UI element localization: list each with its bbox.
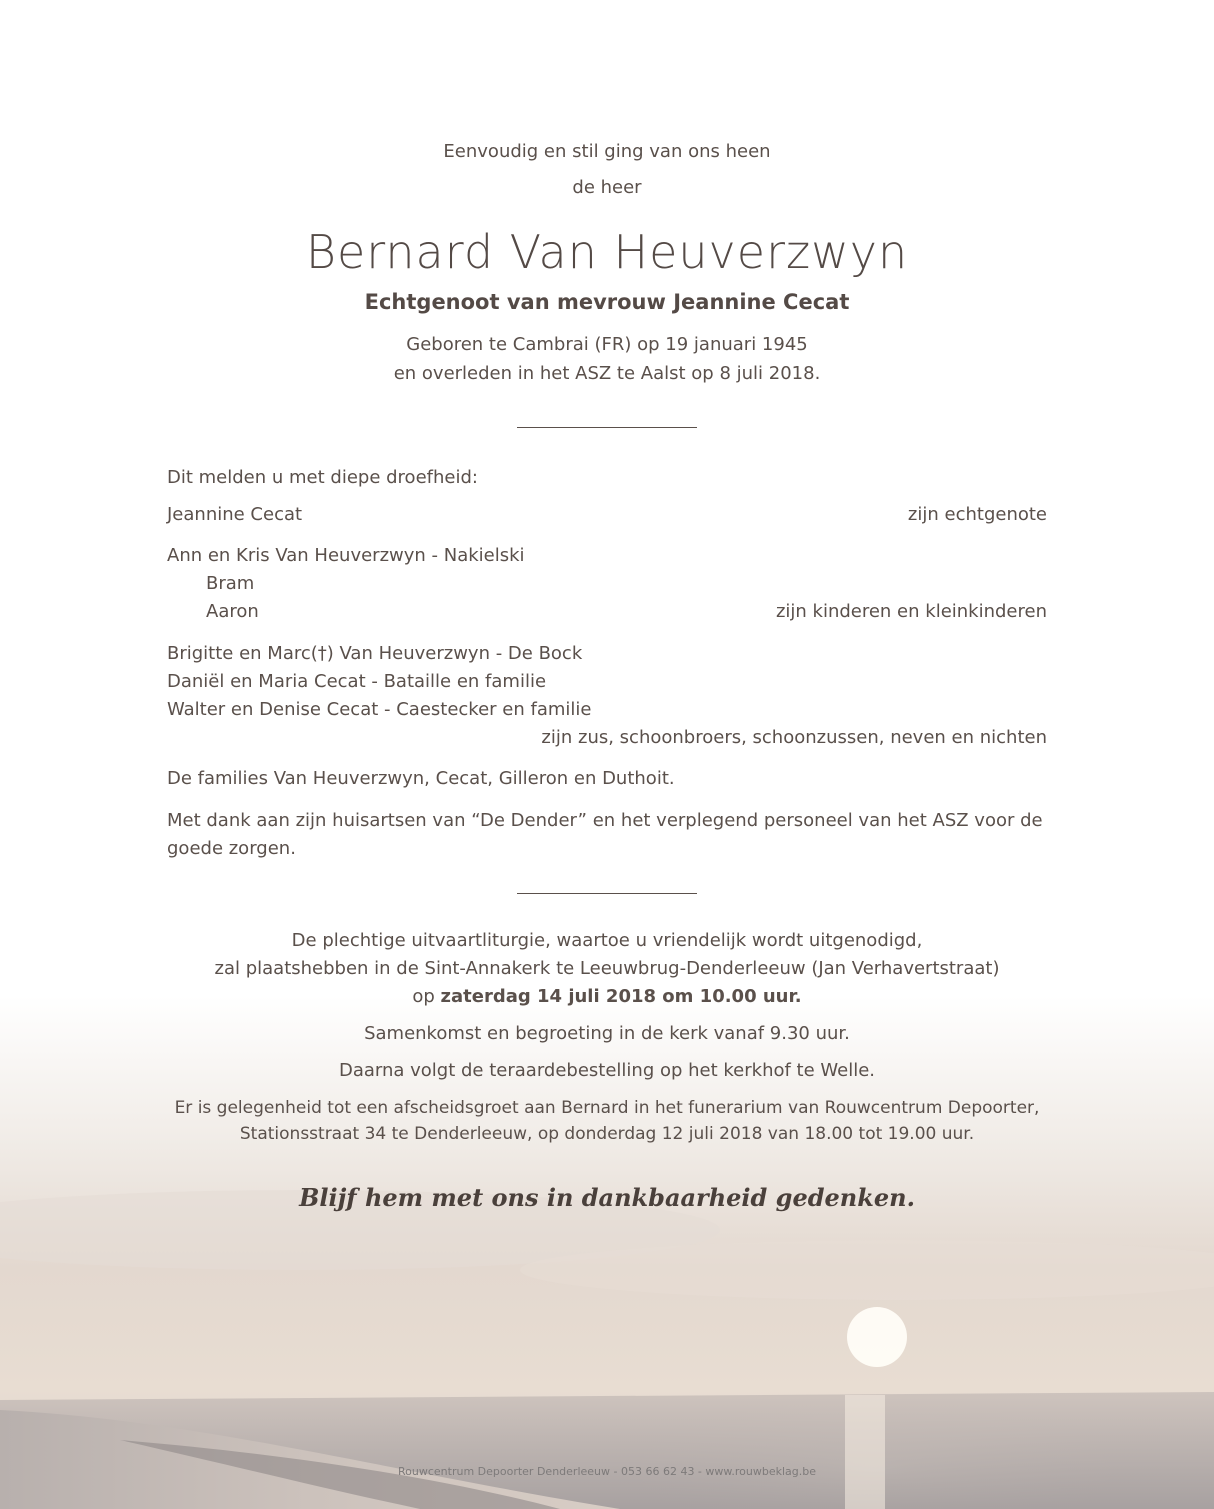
farewell-line-1: Er is gelegenheid tot een afscheidsgroet aan Bernard in het funerarium van Rouwcentrum Depoorter, xyxy=(174,1098,1040,1118)
funeral-date-prefix: op xyxy=(412,986,435,1007)
closing-line: Blijf hem met ons in dankbaarheid gedenken. xyxy=(299,1183,915,1212)
death-line: en overleden in het ASZ te Aalst op 8 juli 2018. xyxy=(393,363,821,384)
funeral-date: zaterdag 14 juli 2018 om 10.00 uur. xyxy=(440,986,802,1007)
deceased-name: Bernard Van Heuverzwyn xyxy=(305,225,909,279)
divider-top xyxy=(517,427,697,428)
siblings-role: zijn zus, schoonbroers, schoonzussen, neven en nichten xyxy=(541,727,1047,748)
spouse-line: Echtgenoot van mevrouw Jeannine Cecat xyxy=(364,290,850,314)
funeral-line-3 xyxy=(0,985,1214,1009)
spouse-role: zijn echtgenote xyxy=(907,504,1047,525)
grandchild-2: Aaron xyxy=(206,601,259,622)
title-prefix: de heer xyxy=(572,177,642,198)
thanks-line-2: goede zorgen. xyxy=(167,838,296,859)
announcement: Dit melden u met diepe droefheid: xyxy=(167,467,478,488)
child-1: Ann en Kris Van Heuverzwyn - Nakielski xyxy=(167,545,525,566)
footer-text: Rouwcentrum Depoorter Denderleeuw - 053 66 62 43 - www.rouwbeklag.be xyxy=(398,1465,816,1478)
gathering-line: Samenkomst en begroeting in de kerk vanaf 9.30 uur. xyxy=(364,1023,850,1044)
grandchild-1: Bram xyxy=(206,573,255,594)
divider-bottom xyxy=(517,893,697,894)
sibling-2: Daniël en Maria Cecat - Bataille en familie xyxy=(167,671,547,692)
sibling-3: Walter en Denise Cecat - Caestecker en familie xyxy=(167,699,592,720)
sibling-1: Brigitte en Marc(†) Van Heuverzwyn - De Bock xyxy=(167,643,583,664)
farewell-line-2: Stationsstraat 34 te Denderleeuw, op donderdag 12 juli 2018 van 18.00 tot 19.00 uur. xyxy=(239,1124,975,1144)
burial-line: Daarna volgt de teraardebestelling op het kerkhof te Welle. xyxy=(338,1060,876,1081)
funeral-line-1: De plechtige uitvaartliturgie, waartoe u vriendelijk wordt uitgenodigd, xyxy=(291,930,923,951)
spouse-name: Jeannine Cecat xyxy=(167,504,303,525)
intro-text: Eenvoudig en stil ging van ons heen xyxy=(443,141,771,162)
thanks-line-1: Met dank aan zijn huisartsen van “De Dender” en het verplegend personeel van het ASZ voor de xyxy=(167,810,1043,831)
birth-line: Geboren te Cambrai (FR) op 19 januari 1945 xyxy=(406,334,808,355)
families-line: De families Van Heuverzwyn, Cecat, Gilleron en Duthoit. xyxy=(167,768,675,789)
children-role: zijn kinderen en kleinkinderen xyxy=(775,601,1047,622)
funeral-line-2: zal plaatshebben in de Sint-Annakerk te Leeuwbrug-Denderleeuw (Jan Verhavertstraat) xyxy=(214,958,1000,979)
